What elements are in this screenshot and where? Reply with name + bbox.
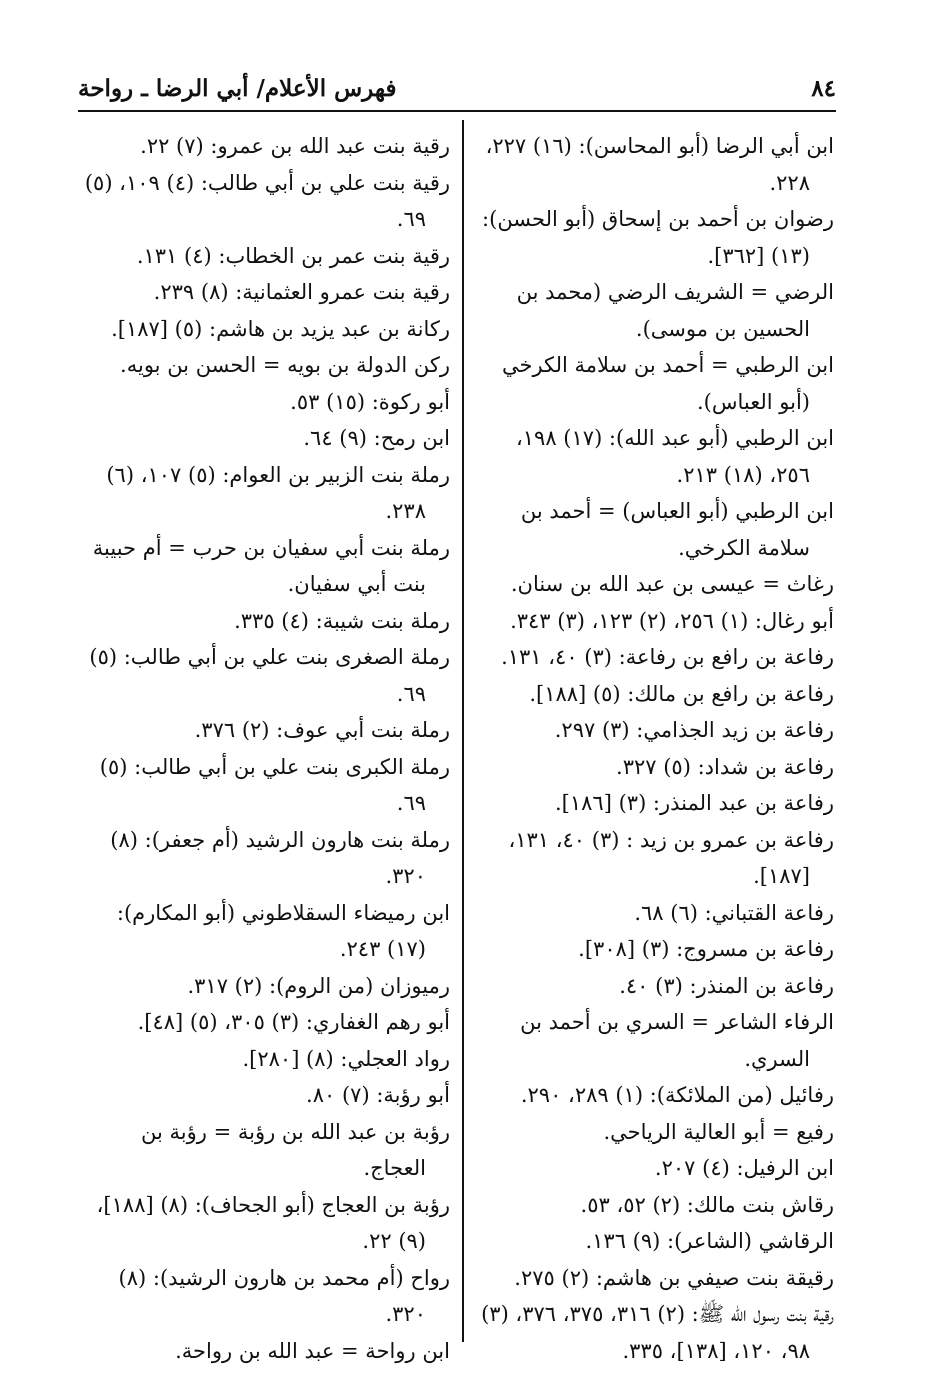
index-entry: رفيع = أبو العالية الرياحي. xyxy=(603,1119,834,1144)
left-column xyxy=(82,128,450,1369)
index-entry: رقية بنت علي بن أبي طالب: (٤) ١٠٩، (٥) ٦٩. xyxy=(84,170,450,231)
index-entry: رفاعة بن مسروج: (٣) [٣٠٨]. xyxy=(578,937,834,961)
index-entry: رملة بنت شيبة: (٤) ٣٣٥. xyxy=(234,608,450,633)
right-column xyxy=(474,128,834,1369)
index-entry: رملة بنت هارون الرشيد (أم جعفر): (٨) ٣٢٠. xyxy=(110,827,450,888)
index-entry: رقية بنت عبد الله بن عمرو: (٧) ٢٢. xyxy=(140,134,450,158)
page-header xyxy=(78,62,836,102)
index-entry: رقية بنت عمرو العثمانية: (٨) ٢٣٩. xyxy=(153,280,450,304)
header-rule xyxy=(78,110,836,112)
index-entry: رقيقة بنت صيفي بن هاشم: (٢) ٢٧٥. xyxy=(514,1265,834,1290)
index-entry: ركن الدولة بن بويه = الحسن بن بويه. xyxy=(120,353,450,377)
index-entry: رفاعة القتباني: (٦) ٦٨. xyxy=(634,900,834,925)
index-entry: رواد العجلي: (٨) [٢٨٠]. xyxy=(242,1046,450,1071)
index-entry: ابن الرطبي (أبو عبد الله): (١٧) ١٩٨، ٢٥٦، (١٨) ٢١٣. xyxy=(516,426,834,487)
index-entry: الرفاء الشاعر = السري بن أحمد بن السري. xyxy=(520,1010,834,1071)
index-entry: ابن الرطبي = أحمد بن سلامة الكرخي (أبو العباس). xyxy=(501,353,834,414)
index-entry: أبو رغال: (١) ٢٥٦، (٢) ١٢٣، (٣) ٣٤٣. xyxy=(510,608,834,633)
index-entry: رفاعة بن عبد المنذر: (٣) [١٨٦]. xyxy=(555,791,834,815)
index-entry: رملة بنت أبي سفيان بن حرب = أم حبيبة بنت أبي سفيان. xyxy=(92,535,450,596)
index-entry: أبو ركوة: (١٥) ٥٣. xyxy=(290,389,450,414)
index-entry: رفاعة بن رافع بن رفاعة: (٣) ٤٠، ١٣١. xyxy=(501,645,834,669)
running-title: فهرس الأعلام/ أبي الرضا ـ رواحة xyxy=(78,75,397,102)
index-entry: رفاعة بن زيد الجذامي: (٣) ٢٩٧. xyxy=(554,718,834,742)
index-entry: رملة بنت الزبير بن العوام: (٥) ١٠٧، (٦) ٢٣٨. xyxy=(106,462,450,523)
index-entry: رملة الصغرى بنت علي بن أبي طالب: (٥) ٦٩. xyxy=(89,645,450,706)
index-entry: رؤبة بن العجاج (أبو الجحاف): (٨) [١٨٨]، (٩) ٢٢. xyxy=(96,1192,450,1253)
index-entry: رملة بنت أبي عوف: (٢) ٣٧٦. xyxy=(194,718,450,742)
index-entry: ابن الرطبي (أبو العباس) = أحمد بن سلامة الكرخي. xyxy=(520,499,834,560)
index-entry: رفاعة بن شداد: (٥) ٣٢٧. xyxy=(616,754,834,779)
index-entry: رضوان بن أحمد بن إسحاق (أبو الحسن): (١٣) [٣٦٢]. xyxy=(482,207,834,268)
index-entry: رؤبة بن عبد الله بن رؤبة = رؤبة بن العجاج. xyxy=(141,1119,450,1180)
index-entry: رملة الكبرى بنت علي بن أبي طالب: (٥) ٦٩. xyxy=(99,754,450,815)
index-entry: ركانة بن عبد يزيد بن هاشم: (٥) [١٨٧]. xyxy=(111,316,450,341)
index-entry: رقاش بنت مالك: (٢) ٥٢، ٥٣. xyxy=(580,1192,834,1217)
index-entry: ابن رواحة = عبد الله بن رواحة. xyxy=(175,1338,450,1363)
index-entry: الرضي = الشريف الرضي (محمد بن الحسين بن موسى). xyxy=(516,280,834,341)
index-entry: الرقاشي (الشاعر): (٩) ١٣٦. xyxy=(585,1229,834,1253)
index-entry: ابن رميضاء السقلاطوني (أبو المكارم): (١٧) ٢٤٣. xyxy=(116,900,450,961)
index-entry: ابن الرفيل: (٤) ٢٠٧. xyxy=(654,1156,834,1180)
index-entry: رفاعة بن رافع بن مالك: (٥) [١٨٨]. xyxy=(529,681,834,706)
index-entry: ابن أبي الرضا (أبو المحاسن): (١٦) ٢٢٧، ٢٢٨. xyxy=(485,134,834,195)
index-entry: رفاعة بن عمرو بن زيد : (٣) ٤٠، ١٣١، [١٨٧]. xyxy=(508,827,834,888)
index-entry: رميوزان (من الروم): (٢) ٣١٧. xyxy=(187,973,450,998)
index-entry: رفائيل (من الملائكة): (١) ٢٨٩، ٢٩٠. xyxy=(520,1083,834,1107)
index-entry: رقية بنت رسول الله ﷺ: (٢) ٣١٦، ٣٧٥، ٣٧٦، (٣) ٩٨، ١٢٠، [١٣٨]، ٣٣٥. xyxy=(481,1302,834,1363)
index-entry: ابن رمح: (٩) ٦٤. xyxy=(303,426,450,450)
index-entry: رقية بنت عمر بن الخطاب: (٤) ١٣١. xyxy=(136,243,450,268)
index-entry: رفاعة بن المنذر: (٣) ٤٠. xyxy=(619,973,834,998)
column-divider xyxy=(462,120,464,1342)
index-entry: رواح (أم محمد بن هارون الرشيد): (٨) ٣٢٠. xyxy=(118,1265,450,1326)
index-entry: أبو رؤبة: (٧) ٨٠. xyxy=(306,1083,450,1107)
page-number: ٨٤ xyxy=(811,75,836,102)
index-entry: أبو رهم الغفاري: (٣) ٣٠٥، (٥) [٤٨]. xyxy=(137,1010,450,1034)
index-entry: رغاث = عيسى بن عبد الله بن سنان. xyxy=(510,572,834,596)
